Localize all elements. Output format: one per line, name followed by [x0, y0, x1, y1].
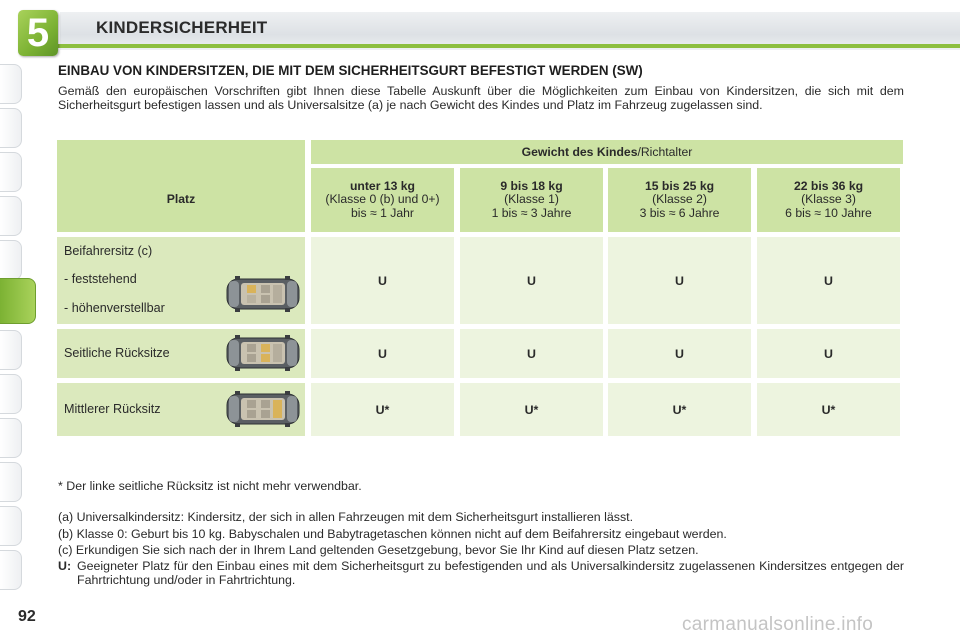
cell-value: U*	[460, 383, 603, 436]
side-tab-4[interactable]	[0, 196, 22, 236]
class-age: 1 bis ≈ 3 Jahre	[491, 205, 572, 220]
side-tab-5[interactable]	[0, 240, 22, 280]
class-group: (Klasse 3)	[801, 192, 856, 207]
cell-value: U	[460, 237, 603, 324]
cell-value: U	[608, 329, 751, 378]
side-tab-7[interactable]	[0, 330, 22, 370]
car-top-view-icon	[223, 334, 303, 372]
side-tab-10[interactable]	[0, 462, 22, 502]
side-tab-12[interactable]	[0, 550, 22, 590]
intro-paragraph: Gemäß den europäischen Vorschriften gibt Ihnen diese Tabelle Auskunft über die Möglichkeiten zum Einbau von Kindersitzen, die sich mit dem Sicherheitsgurt befestigen lassen und als Universalsitze (a) je nach Gewicht des Kindes und Platz im Fahrzeug zugelassen sind.	[58, 84, 904, 112]
header-underline	[56, 44, 960, 48]
car-top-view-icon	[223, 275, 303, 313]
row-seitliche-ruecksitze	[57, 329, 305, 378]
footnote-asterisk: * Der linke seitliche Rücksitz ist nicht mehr verwendbar.	[58, 479, 362, 493]
cell-value: U	[460, 329, 603, 378]
row-beifahrersitz	[57, 237, 305, 324]
footnote-b: (b) Klasse 0: Geburt bis 10 kg. Babyschalen und Babytragetaschen können nicht auf dem Beifahrersitz eingebaut werden.	[58, 527, 727, 541]
platz-header	[57, 140, 305, 232]
header	[0, 0, 960, 55]
class-header-3	[757, 168, 900, 232]
class-group: (Klasse 0 (b) und 0+)	[325, 192, 440, 207]
cell-value: U*	[311, 383, 454, 436]
cell-value: U	[757, 237, 900, 324]
side-tab-1[interactable]	[0, 64, 22, 104]
row-sub-adjustable: - höhenverstellbar	[64, 301, 165, 315]
side-tab-11[interactable]	[0, 506, 22, 546]
side-tab-2[interactable]	[0, 108, 22, 148]
chapter-title: KINDERSICHERHEIT	[96, 18, 268, 37]
chapter-number-badge: 5	[18, 10, 58, 56]
footnote-u-label: U:	[58, 559, 72, 573]
car-top-view-icon	[223, 390, 303, 428]
row-sub-fixed: - feststehend	[64, 272, 137, 286]
footnote-c: (c) Erkundigen Sie sich nach der in Ihrem Land geltenden Gesetzgebung, bevor Sie Ihr Kind auf diesen Platz setzen.	[58, 543, 699, 557]
class-group: (Klasse 2)	[652, 192, 707, 207]
footnote-u-text: Geeigneter Platz für den Einbau eines mit dem Sicherheitsgurt zu befestigenden und als Universalkindersitz zugelassenen Kindersitzes entgegen der Fahrtrichtung und/oder in Fahrtrichtung.	[77, 559, 904, 587]
class-age: 6 bis ≈ 10 Jahre	[785, 205, 872, 220]
side-tab-9[interactable]	[0, 418, 22, 458]
cell-value: U	[608, 237, 751, 324]
footnote-a: (a) Universalkindersitz: Kindersitz, der sich in allen Fahrzeugen mit dem Sicherheitsgurt installieren lässt.	[58, 510, 634, 524]
cell-value: U*	[608, 383, 751, 436]
side-tab-8[interactable]	[0, 374, 22, 414]
class-weight: 9 bis 18 kg	[500, 178, 563, 193]
footnote-u	[58, 560, 904, 587]
class-weight: 15 bis 25 kg	[644, 178, 715, 193]
side-tab-active[interactable]	[0, 278, 36, 324]
chapter-side-tabs	[0, 64, 40, 584]
class-header-1	[460, 168, 603, 232]
section-title: EINBAU VON KINDERSITZEN, DIE MIT DEM SICHERHEITSGURT BEFESTIGT WERDEN (SW)	[58, 63, 643, 78]
class-header-2	[608, 168, 751, 232]
class-group: (Klasse 1)	[504, 192, 559, 207]
class-header-0	[311, 168, 454, 232]
weight-header-bold: Gewicht des Kindes	[521, 145, 638, 159]
watermark: carmanualsonline.info	[682, 614, 874, 635]
row-label: Beifahrersitz (c)	[64, 244, 153, 258]
weight-header	[311, 140, 903, 164]
class-age: 3 bis ≈ 6 Jahre	[639, 205, 720, 220]
weight-header-rest: /Richtalter	[637, 145, 693, 159]
page-number: 92	[18, 608, 36, 625]
cell-value: U	[757, 329, 900, 378]
cell-value: U	[311, 237, 454, 324]
row-label: Mittlerer Rücksitz	[64, 402, 161, 416]
class-weight: unter 13 kg	[349, 178, 416, 193]
cell-value: U*	[757, 383, 900, 436]
row-label: Seitliche Rücksitze	[64, 346, 170, 360]
class-weight: 22 bis 36 kg	[793, 178, 864, 193]
row-mittlerer-ruecksitz	[57, 383, 305, 436]
side-tab-3[interactable]	[0, 152, 22, 192]
platz-header-label: Platz	[166, 192, 196, 206]
class-age: bis ≈ 1 Jahr	[351, 205, 414, 220]
cell-value: U	[311, 329, 454, 378]
